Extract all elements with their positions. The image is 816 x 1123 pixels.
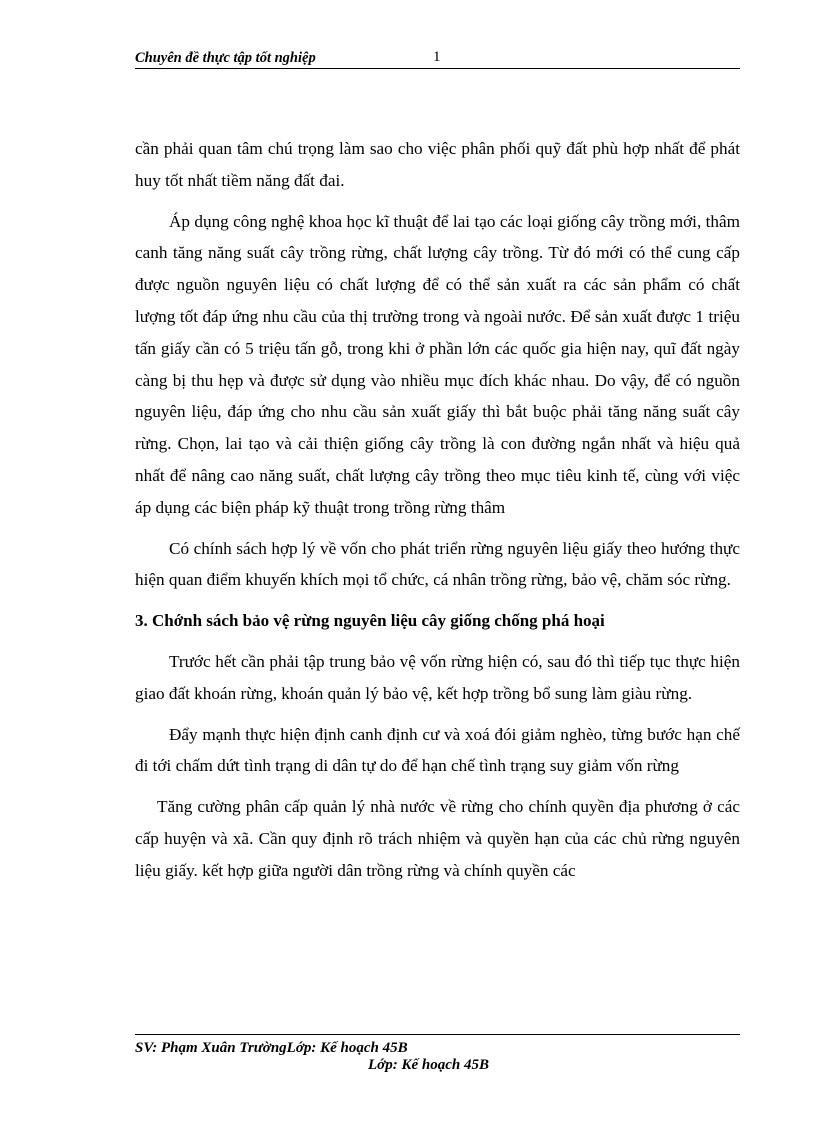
paragraph-protection: Trước hết cần phải tập trung bảo vệ vốn rừng hiện có, sau đó thì tiếp tục thực hiện giao đất khoán rừng, khoán quản lý bảo vệ, kết hợp trồng bổ sung làm giàu rừng. xyxy=(135,651,740,703)
paragraph-continuation: cần phải quan tâm chú trọng làm sao cho việc phân phối quỹ đất phù hợp nhất để phát huy tốt nhất tiềm năng đất đai. xyxy=(135,139,740,190)
document-body xyxy=(135,133,740,896)
paragraph-capital-policy: Có chính sách hợp lý về vốn cho phát triển rừng nguyên liệu giấy theo hướng thực hiện quan điểm khuyến khích mọi tổ chức, cá nhân trồng rừng, bảo vệ, chăm sóc rừng. xyxy=(135,538,740,590)
footer-class-info: Lớp: Kế hoạch 45B xyxy=(368,1057,489,1073)
paragraph-technology: Áp dụng công nghệ khoa học kĩ thuật để lai tạo các loại giống cây trồng mới, thâm canh tăng năng suất cây trồng rừng, chất lượng cây trồng. Từ đó mới có thể cung cấp được nguồn nguyên liệu có chất lượng để có thể sản xuất ra các sản phẩm có chất lượng tốt đáp ứng nhu cầu của thị trường trong và ngoài nước. Để sản xuất được 1 triệu tấn giấy cần có 5 triệu tấn gỗ, trong khi ở phần lớn các quốc gia hiện nay, quĩ đất ngày càng bị thu hẹp và được sử dụng vào nhiều mục đích khác nhau. Do vậy, để có nguồn nguyên liệu, đáp ứng cho nhu cầu sản xuất giấy thì bắt buộc phải tăng năng suất cây rừng. Chọn, lai tạo và cải thiện giống cây trồng là con đường ngắn nhất và hiệu quả nhất để nâng cao năng suất, chất lượng cây trồng theo mục tiêu kinh tế, cùng với việc áp dụng các biện pháp kỹ thuật trong trồng rừng thâm xyxy=(135,211,740,517)
section-heading: 3. Chớnh sách bảo vệ rừng nguyên liệu cây giống chống phá hoại xyxy=(135,611,605,631)
page-number: 1 xyxy=(433,49,441,65)
paragraph-decentralization: Tăng cường phân cấp quản lý nhà nước về rừng cho chính quyền địa phương ở các cấp huyện và xã. Cần quy định rõ trách nhiệm và quyền hạn của các chủ rừng nguyên liệu giấy. kết hợp giữa người dân trồng rừng và chính quyền các xyxy=(135,797,740,880)
document-title: Chuyên đề thực tập tốt nghiệp xyxy=(135,50,316,66)
footer-student-info: SV: Phạm Xuân TrườngLớp: Kế hoạch 45B xyxy=(135,1040,408,1056)
footer-divider xyxy=(135,1034,740,1035)
page-header xyxy=(135,48,740,69)
paragraph-resettlement: Đẩy mạnh thực hiện định canh định cư và xoá đói giảm nghèo, từng bước hạn chế đi tới chấm dứt tình trạng di dân tự do để hạn chế tình trạng suy giảm vốn rừng xyxy=(135,724,740,776)
